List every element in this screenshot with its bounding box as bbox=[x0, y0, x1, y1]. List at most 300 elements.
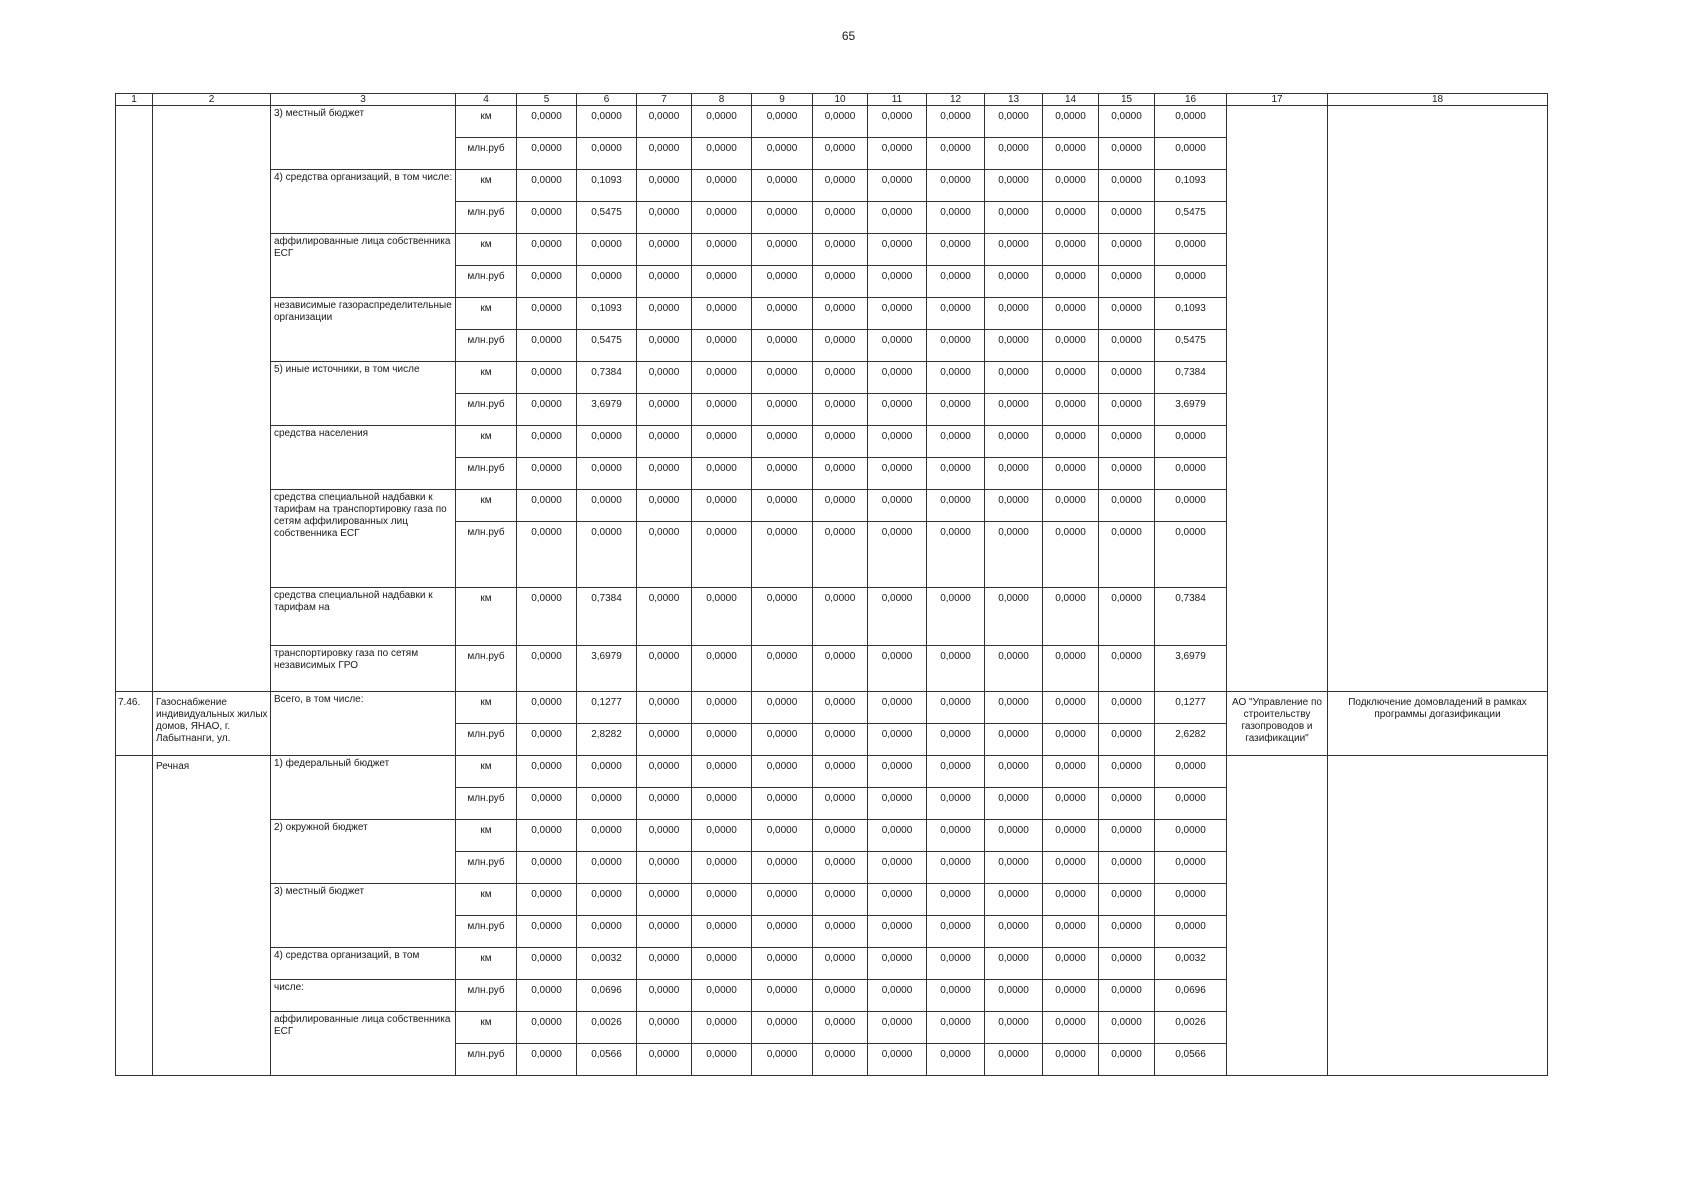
value-cell: 0,0000 bbox=[985, 916, 1043, 948]
value-cell: 0,0000 bbox=[1099, 852, 1155, 884]
value-cell: 0,0000 bbox=[813, 588, 868, 646]
value-cell: 0,0000 bbox=[1043, 1012, 1099, 1044]
value-cell: 0,0000 bbox=[637, 106, 692, 138]
unit-cell: млн.руб bbox=[456, 138, 517, 170]
value-cell: 0,0000 bbox=[813, 490, 868, 522]
value-cell: 0,0000 bbox=[517, 522, 577, 588]
value-cell: 0,0000 bbox=[813, 916, 868, 948]
value-cell: 0,7384 bbox=[577, 362, 637, 394]
value-cell: 0,0000 bbox=[577, 490, 637, 522]
value-cell: 0,0000 bbox=[868, 330, 927, 362]
value-cell: 0,0000 bbox=[868, 490, 927, 522]
value-cell: 0,0000 bbox=[813, 394, 868, 426]
value-cell: 0,0000 bbox=[692, 916, 752, 948]
value-cell: 0,0000 bbox=[985, 138, 1043, 170]
value-cell: 0,0000 bbox=[517, 948, 577, 980]
value-cell: 0,0000 bbox=[813, 330, 868, 362]
value-cell: 0,0000 bbox=[1043, 916, 1099, 948]
value-cell: 0,0000 bbox=[927, 916, 985, 948]
value-cell: 0,0000 bbox=[577, 756, 637, 788]
value-cell: 3,6979 bbox=[577, 646, 637, 692]
value-cell: 0,0000 bbox=[813, 788, 868, 820]
value-cell: 0,0000 bbox=[637, 490, 692, 522]
value-cell: 0,0000 bbox=[517, 756, 577, 788]
value-cell: 0,0000 bbox=[692, 394, 752, 426]
value-cell: 0,0000 bbox=[637, 916, 692, 948]
value-cell: 0,0000 bbox=[517, 980, 577, 1012]
value-cell: 0,0000 bbox=[868, 788, 927, 820]
value-cell: 0,0000 bbox=[637, 426, 692, 458]
value-cell: 0,0000 bbox=[1043, 298, 1099, 330]
value-cell: 0,0000 bbox=[577, 916, 637, 948]
value-cell: 0,0000 bbox=[637, 266, 692, 298]
value-cell: 0,0000 bbox=[1155, 884, 1227, 916]
value-cell: 0,0000 bbox=[752, 234, 813, 266]
item-number bbox=[116, 106, 153, 692]
value-cell: 0,0000 bbox=[1155, 266, 1227, 298]
object-name: Газоснабжение индивидуальных жилых домов, ЯНАО, г. Лабытнанги, ул. bbox=[153, 692, 271, 756]
value-cell: 0,0000 bbox=[692, 234, 752, 266]
value-cell: 0,0000 bbox=[868, 916, 927, 948]
value-cell: 0,0000 bbox=[985, 330, 1043, 362]
value-cell: 0,0000 bbox=[985, 852, 1043, 884]
column-number-5: 5 bbox=[517, 94, 577, 106]
value-cell: 0,0000 bbox=[692, 820, 752, 852]
value-cell: 0,0000 bbox=[637, 724, 692, 756]
value-cell: 0,0000 bbox=[1099, 788, 1155, 820]
value-cell: 0,0000 bbox=[813, 298, 868, 330]
value-cell: 0,0000 bbox=[692, 266, 752, 298]
value-cell: 0,0000 bbox=[1099, 820, 1155, 852]
funding-source: средства специальной надбавки к тарифам на транспортировку газа по сетям аффилированных лиц собственника ЕСГ bbox=[271, 490, 456, 588]
value-cell: 0,0000 bbox=[517, 202, 577, 234]
value-cell: 0,0000 bbox=[692, 106, 752, 138]
value-cell: 0,0000 bbox=[752, 522, 813, 588]
value-cell: 0,0000 bbox=[927, 756, 985, 788]
value-cell: 0,0000 bbox=[1155, 788, 1227, 820]
value-cell: 0,0000 bbox=[1155, 426, 1227, 458]
value-cell: 0,0000 bbox=[637, 852, 692, 884]
value-cell: 0,0000 bbox=[577, 266, 637, 298]
value-cell: 0,0000 bbox=[517, 458, 577, 490]
value-cell: 0,0000 bbox=[692, 138, 752, 170]
value-cell: 0,0000 bbox=[577, 852, 637, 884]
value-cell: 0,0000 bbox=[985, 884, 1043, 916]
value-cell: 0,0000 bbox=[692, 852, 752, 884]
value-cell: 0,0000 bbox=[868, 756, 927, 788]
value-cell: 0,1093 bbox=[577, 170, 637, 202]
value-cell: 0,0000 bbox=[813, 106, 868, 138]
funding-source: 2) окружной бюджет bbox=[271, 820, 456, 884]
column-number-3: 3 bbox=[271, 94, 456, 106]
value-cell: 0,0000 bbox=[985, 426, 1043, 458]
value-cell: 0,0000 bbox=[927, 394, 985, 426]
value-cell: 0,0000 bbox=[927, 1012, 985, 1044]
value-cell: 0,0000 bbox=[1043, 820, 1099, 852]
value-cell: 0,0000 bbox=[985, 522, 1043, 588]
value-cell: 0,0000 bbox=[985, 458, 1043, 490]
value-cell: 0,0000 bbox=[752, 588, 813, 646]
value-cell: 0,0000 bbox=[1099, 426, 1155, 458]
unit-cell: км bbox=[456, 490, 517, 522]
value-cell: 0,0000 bbox=[752, 646, 813, 692]
value-cell: 0,5475 bbox=[577, 330, 637, 362]
investment-table bbox=[115, 93, 1548, 1076]
value-cell: 0,0000 bbox=[927, 588, 985, 646]
value-cell: 0,0000 bbox=[985, 362, 1043, 394]
value-cell: 0,0000 bbox=[692, 724, 752, 756]
value-cell: 0,0000 bbox=[1099, 646, 1155, 692]
value-cell: 0,0000 bbox=[1043, 234, 1099, 266]
value-cell: 0,1093 bbox=[1155, 298, 1227, 330]
unit-cell: км bbox=[456, 170, 517, 202]
column-number-row bbox=[116, 94, 1548, 106]
value-cell: 0,0000 bbox=[927, 458, 985, 490]
value-cell: 0,0000 bbox=[868, 948, 927, 980]
value-cell: 0,0000 bbox=[985, 724, 1043, 756]
value-cell: 0,0000 bbox=[1043, 852, 1099, 884]
value-cell: 0,0000 bbox=[577, 138, 637, 170]
value-cell: 0,0000 bbox=[752, 1012, 813, 1044]
value-cell: 0,0000 bbox=[868, 820, 927, 852]
value-cell: 0,0000 bbox=[1043, 692, 1099, 724]
value-cell: 0,0000 bbox=[868, 458, 927, 490]
value-cell: 0,0000 bbox=[927, 490, 985, 522]
value-cell: 0,0000 bbox=[517, 852, 577, 884]
value-cell: 0,0000 bbox=[985, 756, 1043, 788]
column-number-7: 7 bbox=[637, 94, 692, 106]
note bbox=[1328, 756, 1548, 1076]
value-cell: 0,7384 bbox=[1155, 588, 1227, 646]
value-cell: 0,0000 bbox=[813, 820, 868, 852]
funding-source: 3) местный бюджет bbox=[271, 106, 456, 170]
value-cell: 0,5475 bbox=[577, 202, 637, 234]
unit-cell: км bbox=[456, 106, 517, 138]
value-cell: 0,0000 bbox=[692, 756, 752, 788]
value-cell: 0,0000 bbox=[517, 266, 577, 298]
value-cell: 0,0000 bbox=[985, 234, 1043, 266]
value-cell: 0,0000 bbox=[752, 394, 813, 426]
column-number-2: 2 bbox=[153, 94, 271, 106]
value-cell: 0,0000 bbox=[1099, 202, 1155, 234]
value-cell: 0,0000 bbox=[985, 820, 1043, 852]
value-cell: 0,0000 bbox=[517, 426, 577, 458]
table-row bbox=[116, 756, 1548, 788]
value-cell: 0,0000 bbox=[1155, 756, 1227, 788]
value-cell: 0,0000 bbox=[1099, 756, 1155, 788]
value-cell: 0,0000 bbox=[637, 1044, 692, 1076]
value-cell: 0,0000 bbox=[985, 106, 1043, 138]
value-cell: 0,0000 bbox=[1155, 522, 1227, 588]
unit-cell: млн.руб bbox=[456, 458, 517, 490]
value-cell: 0,0000 bbox=[752, 884, 813, 916]
value-cell: 0,0000 bbox=[985, 170, 1043, 202]
value-cell: 0,0000 bbox=[637, 330, 692, 362]
value-cell: 0,0000 bbox=[517, 106, 577, 138]
value-cell: 0,0000 bbox=[868, 884, 927, 916]
unit-cell: млн.руб bbox=[456, 980, 517, 1012]
column-number-16: 16 bbox=[1155, 94, 1227, 106]
value-cell: 0,0000 bbox=[813, 692, 868, 724]
column-number-6: 6 bbox=[577, 94, 637, 106]
value-cell: 0,0000 bbox=[813, 458, 868, 490]
value-cell: 0,0000 bbox=[927, 330, 985, 362]
value-cell: 0,0000 bbox=[985, 266, 1043, 298]
value-cell: 0,0000 bbox=[1043, 490, 1099, 522]
value-cell: 0,0000 bbox=[637, 948, 692, 980]
value-cell: 0,0000 bbox=[1043, 756, 1099, 788]
value-cell: 0,0000 bbox=[868, 522, 927, 588]
value-cell: 0,0000 bbox=[868, 980, 927, 1012]
value-cell: 0,0000 bbox=[985, 646, 1043, 692]
value-cell: 0,0000 bbox=[1099, 298, 1155, 330]
value-cell: 0,7384 bbox=[577, 588, 637, 646]
value-cell: 0,0000 bbox=[1099, 724, 1155, 756]
value-cell: 0,0000 bbox=[813, 362, 868, 394]
column-number-12: 12 bbox=[927, 94, 985, 106]
value-cell: 0,0000 bbox=[577, 884, 637, 916]
funding-source: 3) местный бюджет bbox=[271, 884, 456, 948]
value-cell: 0,0000 bbox=[927, 980, 985, 1012]
value-cell: 0,0000 bbox=[752, 458, 813, 490]
value-cell: 0,0000 bbox=[868, 202, 927, 234]
value-cell: 0,0000 bbox=[1099, 490, 1155, 522]
value-cell: 0,0000 bbox=[813, 724, 868, 756]
value-cell: 0,0000 bbox=[927, 106, 985, 138]
value-cell: 0,0000 bbox=[1043, 202, 1099, 234]
value-cell: 0,0000 bbox=[752, 330, 813, 362]
value-cell: 0,0000 bbox=[1099, 106, 1155, 138]
value-cell: 0,0000 bbox=[1043, 266, 1099, 298]
value-cell: 0,0000 bbox=[868, 426, 927, 458]
funding-source: средства специальной надбавки к тарифам на bbox=[271, 588, 456, 646]
value-cell: 0,0000 bbox=[868, 234, 927, 266]
column-number-14: 14 bbox=[1043, 94, 1099, 106]
value-cell: 3,6979 bbox=[1155, 394, 1227, 426]
value-cell: 0,0000 bbox=[1155, 916, 1227, 948]
value-cell: 0,0000 bbox=[1155, 852, 1227, 884]
value-cell: 0,0000 bbox=[692, 330, 752, 362]
unit-cell: км bbox=[456, 298, 517, 330]
value-cell: 0,0000 bbox=[752, 490, 813, 522]
value-cell: 0,0000 bbox=[985, 394, 1043, 426]
value-cell: 0,0000 bbox=[868, 298, 927, 330]
value-cell: 0,0000 bbox=[813, 138, 868, 170]
page-number: 65 bbox=[841, 29, 856, 43]
unit-cell: км bbox=[456, 820, 517, 852]
funding-source: Всего, в том числе: bbox=[271, 692, 456, 756]
column-number-18: 18 bbox=[1328, 94, 1548, 106]
value-cell: 0,0000 bbox=[517, 692, 577, 724]
value-cell: 0,0000 bbox=[985, 788, 1043, 820]
value-cell: 0,0000 bbox=[927, 692, 985, 724]
unit-cell: млн.руб bbox=[456, 394, 517, 426]
value-cell: 0,0000 bbox=[637, 202, 692, 234]
value-cell: 0,0000 bbox=[1099, 394, 1155, 426]
value-cell: 0,0000 bbox=[868, 1044, 927, 1076]
value-cell: 0,0000 bbox=[752, 724, 813, 756]
value-cell: 0,0000 bbox=[1099, 692, 1155, 724]
value-cell: 0,0000 bbox=[868, 138, 927, 170]
unit-cell: млн.руб bbox=[456, 916, 517, 948]
value-cell: 0,0000 bbox=[813, 426, 868, 458]
value-cell: 0,0000 bbox=[985, 588, 1043, 646]
value-cell: 0,0000 bbox=[692, 458, 752, 490]
value-cell: 0,0000 bbox=[692, 948, 752, 980]
value-cell: 0,0000 bbox=[692, 788, 752, 820]
organization bbox=[1227, 756, 1328, 1076]
value-cell: 0,0000 bbox=[692, 522, 752, 588]
value-cell: 0,0000 bbox=[637, 588, 692, 646]
value-cell: 0,0000 bbox=[1099, 234, 1155, 266]
value-cell: 0,0000 bbox=[927, 884, 985, 916]
value-cell: 0,0000 bbox=[1099, 362, 1155, 394]
value-cell: 0,0026 bbox=[577, 1012, 637, 1044]
value-cell: 0,0000 bbox=[637, 692, 692, 724]
funding-source: числе: bbox=[271, 980, 456, 1012]
organization: АО "Управление по строительству газопроводов и газификации" bbox=[1227, 692, 1328, 756]
value-cell: 0,0000 bbox=[692, 362, 752, 394]
note bbox=[1328, 106, 1548, 692]
value-cell: 0,0000 bbox=[752, 362, 813, 394]
value-cell: 0,0000 bbox=[1099, 588, 1155, 646]
value-cell: 0,0000 bbox=[692, 646, 752, 692]
unit-cell: млн.руб bbox=[456, 788, 517, 820]
funding-source: независимые газораспределительные организации bbox=[271, 298, 456, 362]
value-cell: 0,0000 bbox=[752, 106, 813, 138]
value-cell: 0,0000 bbox=[927, 202, 985, 234]
unit-cell: км bbox=[456, 362, 517, 394]
value-cell: 0,0000 bbox=[813, 170, 868, 202]
object-name bbox=[153, 106, 271, 692]
column-number-17: 17 bbox=[1227, 94, 1328, 106]
value-cell: 0,0000 bbox=[1099, 522, 1155, 588]
value-cell: 0,0000 bbox=[637, 980, 692, 1012]
value-cell: 0,0566 bbox=[577, 1044, 637, 1076]
value-cell: 0,0000 bbox=[927, 298, 985, 330]
value-cell: 0,0000 bbox=[752, 916, 813, 948]
value-cell: 0,0000 bbox=[517, 788, 577, 820]
unit-cell: млн.руб bbox=[456, 1044, 517, 1076]
funding-source: 5) иные источники, в том числе bbox=[271, 362, 456, 426]
value-cell: 0,0000 bbox=[813, 948, 868, 980]
value-cell: 0,0000 bbox=[517, 820, 577, 852]
value-cell: 0,0000 bbox=[752, 756, 813, 788]
value-cell: 0,0000 bbox=[1043, 170, 1099, 202]
value-cell: 0,0000 bbox=[868, 106, 927, 138]
value-cell: 0,0000 bbox=[813, 522, 868, 588]
value-cell: 0,0000 bbox=[752, 298, 813, 330]
value-cell: 0,0000 bbox=[752, 138, 813, 170]
value-cell: 0,0000 bbox=[752, 202, 813, 234]
value-cell: 0,0000 bbox=[1099, 948, 1155, 980]
value-cell: 0,0000 bbox=[1043, 724, 1099, 756]
value-cell: 0,0000 bbox=[517, 916, 577, 948]
value-cell: 0,0000 bbox=[868, 362, 927, 394]
value-cell: 0,0000 bbox=[1099, 330, 1155, 362]
value-cell: 0,0000 bbox=[813, 1012, 868, 1044]
value-cell: 0,0000 bbox=[637, 820, 692, 852]
unit-cell: млн.руб bbox=[456, 266, 517, 298]
funding-source: аффилированные лица собственника ЕСГ bbox=[271, 1012, 456, 1076]
value-cell: 0,0000 bbox=[927, 362, 985, 394]
value-cell: 0,0000 bbox=[752, 948, 813, 980]
value-cell: 0,0000 bbox=[752, 980, 813, 1012]
unit-cell: км bbox=[456, 234, 517, 266]
column-number-13: 13 bbox=[985, 94, 1043, 106]
value-cell: 0,0000 bbox=[637, 1012, 692, 1044]
value-cell: 0,0000 bbox=[927, 522, 985, 588]
value-cell: 0,0000 bbox=[692, 588, 752, 646]
value-cell: 0,0000 bbox=[637, 362, 692, 394]
value-cell: 0,0000 bbox=[1043, 330, 1099, 362]
value-cell: 0,0000 bbox=[813, 884, 868, 916]
value-cell: 0,0000 bbox=[692, 1044, 752, 1076]
value-cell: 0,0000 bbox=[985, 1012, 1043, 1044]
value-cell: 0,0000 bbox=[1099, 138, 1155, 170]
value-cell: 0,0032 bbox=[1155, 948, 1227, 980]
value-cell: 0,0000 bbox=[692, 1012, 752, 1044]
value-cell: 0,0000 bbox=[813, 980, 868, 1012]
value-cell: 0,0000 bbox=[868, 266, 927, 298]
value-cell: 0,0000 bbox=[1043, 980, 1099, 1012]
unit-cell: км bbox=[456, 948, 517, 980]
value-cell: 0,1277 bbox=[1155, 692, 1227, 724]
value-cell: 0,0000 bbox=[752, 266, 813, 298]
column-number-4: 4 bbox=[456, 94, 517, 106]
value-cell: 0,0000 bbox=[517, 234, 577, 266]
value-cell: 0,0000 bbox=[985, 490, 1043, 522]
unit-cell: млн.руб bbox=[456, 724, 517, 756]
unit-cell: млн.руб bbox=[456, 852, 517, 884]
value-cell: 0,0000 bbox=[517, 362, 577, 394]
value-cell: 0,0000 bbox=[985, 202, 1043, 234]
value-cell: 0,0000 bbox=[868, 394, 927, 426]
funding-source: 4) средства организаций, в том числе: bbox=[271, 170, 456, 234]
unit-cell: млн.руб bbox=[456, 522, 517, 588]
value-cell: 0,0000 bbox=[1043, 522, 1099, 588]
value-cell: 0,0000 bbox=[985, 692, 1043, 724]
value-cell: 0,0000 bbox=[927, 266, 985, 298]
note: Подключение домовладений в рамках программы догазификации bbox=[1328, 692, 1548, 756]
value-cell: 0,0000 bbox=[1043, 788, 1099, 820]
value-cell: 0,0000 bbox=[692, 490, 752, 522]
value-cell: 0,0000 bbox=[927, 234, 985, 266]
organization bbox=[1227, 106, 1328, 692]
column-number-9: 9 bbox=[752, 94, 813, 106]
value-cell: 0,0000 bbox=[517, 170, 577, 202]
value-cell: 0,0696 bbox=[1155, 980, 1227, 1012]
value-cell: 0,0000 bbox=[577, 234, 637, 266]
value-cell: 0,0000 bbox=[1099, 1044, 1155, 1076]
value-cell: 0,0000 bbox=[692, 426, 752, 458]
value-cell: 0,0000 bbox=[1043, 1044, 1099, 1076]
value-cell: 0,0000 bbox=[1155, 820, 1227, 852]
unit-cell: км bbox=[456, 588, 517, 646]
value-cell: 0,0000 bbox=[868, 646, 927, 692]
value-cell: 0,0000 bbox=[752, 170, 813, 202]
value-cell: 0,0000 bbox=[752, 788, 813, 820]
funding-source: аффилированные лица собственника ЕСГ bbox=[271, 234, 456, 298]
value-cell: 0,5475 bbox=[1155, 202, 1227, 234]
unit-cell: км bbox=[456, 426, 517, 458]
value-cell: 0,0000 bbox=[927, 820, 985, 852]
value-cell: 0,0000 bbox=[1043, 426, 1099, 458]
funding-source: 1) федеральный бюджет bbox=[271, 756, 456, 820]
value-cell: 0,0000 bbox=[1043, 106, 1099, 138]
column-number-11: 11 bbox=[868, 94, 927, 106]
value-cell: 0,0000 bbox=[1043, 394, 1099, 426]
